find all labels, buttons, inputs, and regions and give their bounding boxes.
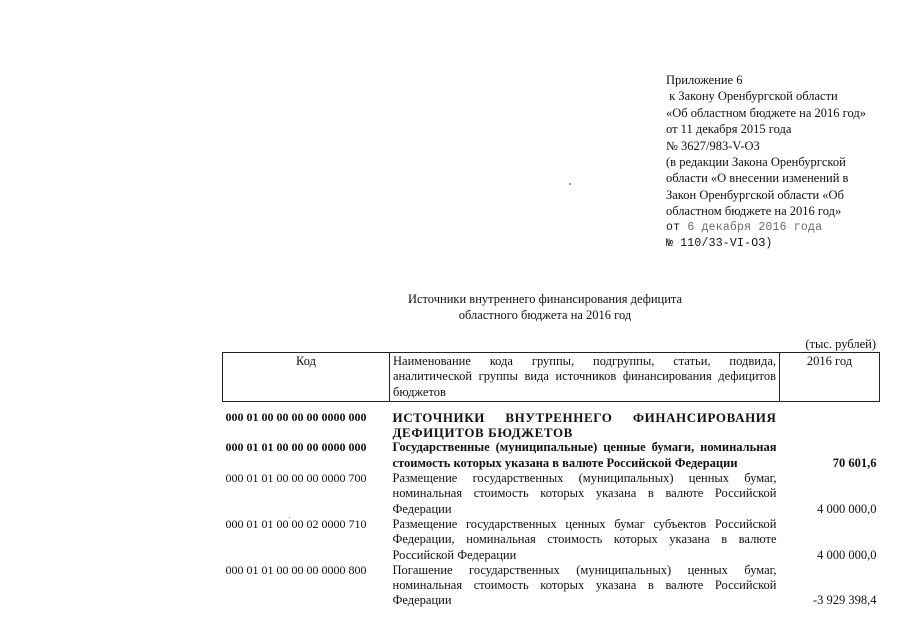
row-amount: 4 000 000,0 — [817, 501, 877, 516]
appendix-line: Приложение 6 — [666, 73, 743, 87]
title-line-1: Источники внутреннего финансирования дефицита — [407, 292, 683, 306]
amendment-date-value: 6 декабря 2016 года — [687, 220, 823, 234]
title-line-2: областного бюджета на 2016 год — [458, 308, 632, 322]
appendix-line: области «О внесении изменений в — [666, 171, 849, 186]
scan-speck — [569, 183, 571, 185]
row-code: 000 01 01 00 00 02 0000 710 — [225, 516, 367, 531]
appendix-line: от 11 декабря 2015 года — [666, 122, 792, 137]
row-amount: -3 929 398,4 — [812, 593, 877, 608]
table-row — [223, 471, 880, 517]
appendix-line: № 3627/983-V-ОЗ — [666, 138, 760, 153]
units-label: (тыс. рублей) — [805, 337, 876, 351]
row-name: ИСТОЧНИКИ ВНУТРЕННЕГО ФИНАНСИРОВАНИЯ ДЕФИЦИТОВ БЮДЖЕТОВ — [392, 409, 777, 441]
header-code: Код — [223, 353, 390, 402]
row-code: 000 01 01 00 00 00 0000 700 — [225, 471, 367, 486]
header-name: Наименование кода группы, подгруппы, статьи, подвида, аналитической группы вида источников финансирования дефицитов бюджетов — [390, 353, 780, 402]
table-row — [223, 401, 880, 440]
appendix-line: областном бюджете на 2016 год» — [666, 204, 842, 219]
header-year: 2016 год — [780, 353, 880, 402]
table-row — [223, 440, 880, 471]
row-amount — [780, 401, 880, 440]
appendix-block — [666, 72, 896, 252]
row-name: Погашение государственных (муниципальных) ценных бумаг, номинальная стоимость которых указана в валюте Российской Федерации — [392, 562, 777, 608]
row-name: Размещение государственных (муниципальных) ценных бумаг, номинальная стоимость которых указана в валюте Российской Федерации — [392, 471, 777, 516]
document-title — [380, 291, 710, 323]
row-amount: 4 000 000,0 — [817, 547, 877, 562]
appendix-line: «Об областном бюджете на 2016 год» — [666, 105, 866, 120]
row-code: 000 01 01 00 00 00 0000 000 — [225, 440, 367, 455]
row-name: Государственные (муниципальные) ценные бумаги, номинальная стоимость которых указана в валюте Российской Федерации — [392, 440, 777, 470]
financing-sources-table — [222, 352, 880, 609]
appendix-line: (в редакции Закона Оренбургской — [666, 155, 846, 170]
appendix-line: Закон Оренбургской области «Об — [666, 187, 844, 202]
table-header-row — [223, 353, 880, 402]
amendment-number-line: № 110/33-VI-ОЗ) — [666, 237, 773, 251]
row-code: 000 01 00 00 00 00 0000 000 — [225, 409, 367, 424]
amendment-date-line — [666, 220, 896, 236]
table-row — [223, 517, 880, 563]
table-row — [223, 563, 880, 609]
row-code: 000 01 01 00 00 00 0000 800 — [225, 562, 367, 577]
row-name: Размещение государственных ценных бумаг субъектов Российской Федерации, номинальная стоимость которых указана в валюте Российской Федерации — [392, 516, 777, 562]
appendix-line: к Закону Оренбургской области — [666, 89, 838, 104]
row-amount: 70 601,6 — [832, 455, 877, 470]
amendment-date-prefix: от — [666, 220, 688, 234]
